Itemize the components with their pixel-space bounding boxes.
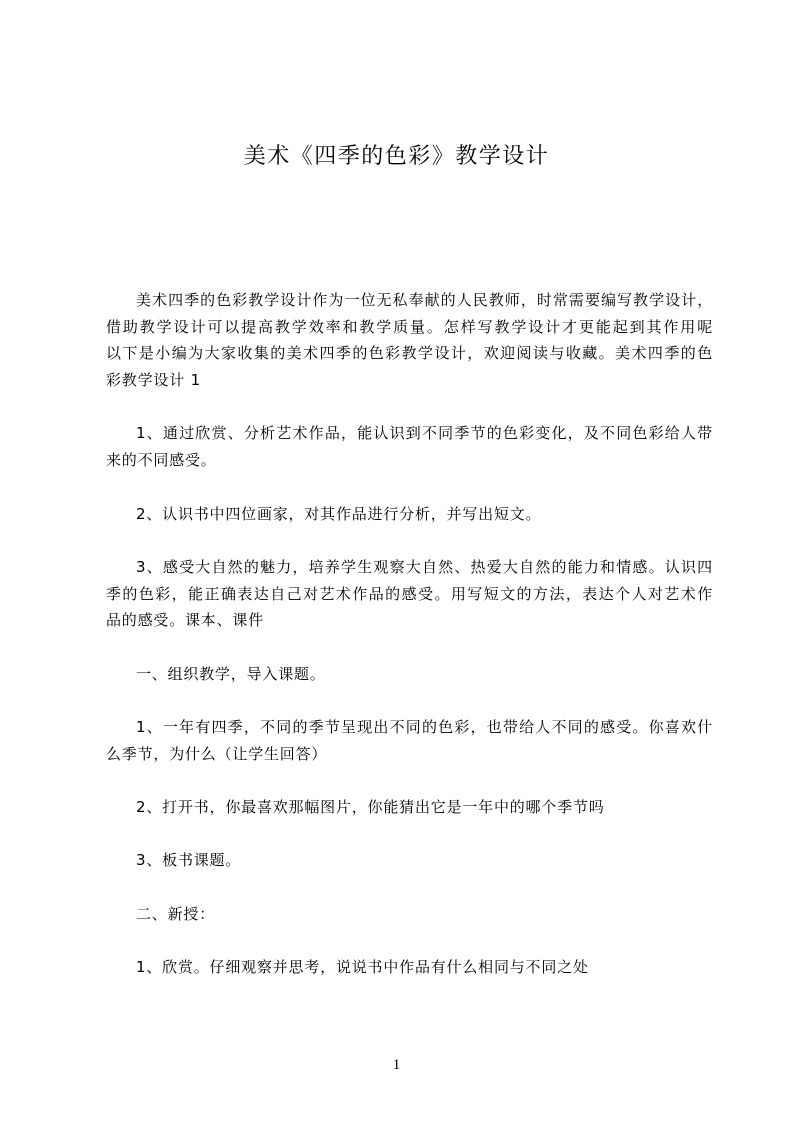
paragraph-line: 彩教学设计 1 xyxy=(106,371,201,390)
paragraph-step-1 xyxy=(106,714,713,767)
paragraph-objective-1 xyxy=(106,420,713,473)
section-heading-1 xyxy=(106,661,713,688)
paragraph-line: 来的不同感受。 xyxy=(106,451,217,470)
paragraph-step-3 xyxy=(106,847,713,874)
section-heading: 二、新授： xyxy=(136,904,216,923)
paragraph-objective-2 xyxy=(106,501,713,528)
page-number: 1 xyxy=(392,1057,401,1073)
paragraph-line: 季的色彩，能正确表达自己对艺术作品的感受。用写短文的方法，表达个人对艺术作 xyxy=(106,584,713,603)
paragraph-line: 1、欣赏。仔细观察并思考，说说书中作品有什么相同与不同之处 xyxy=(136,958,589,977)
document-body xyxy=(106,287,713,1008)
paragraph-appreciation xyxy=(106,954,713,981)
paragraph-line: 2、打开书，你最喜欢那幅图片，你能猜出它是一年中的哪个季节吗 xyxy=(136,798,605,817)
paragraph-line: 么季节，为什么（让学生回答） xyxy=(106,744,328,763)
section-heading: 一、组织教学，导入课题。 xyxy=(136,664,326,683)
paragraph-line: 美术四季的色彩教学设计作为一位无私奉献的人民教师，时常需要编写教学设计， xyxy=(136,291,713,309)
paragraph-step-2 xyxy=(106,794,713,821)
paragraph-line: 3、板书课题。 xyxy=(136,851,242,870)
paragraph-line: 3、感受大自然的魅力，培养学生观察大自然、热爱大自然的能力和情感。认识四 xyxy=(136,557,713,576)
section-heading-2 xyxy=(106,901,713,928)
document-title: 美术《四季的色彩》教学设计 xyxy=(243,144,550,169)
paragraph-line: 借助教学设计可以提高教学效率和教学质量。怎样写教学设计才更能起到其作用呢 xyxy=(106,317,713,336)
paragraph-line: 以下是小编为大家收集的美术四季的色彩教学设计，欢迎阅读与收藏。美术四季的色 xyxy=(106,344,713,363)
paragraph-line: 1、通过欣赏、分析艺术作品，能认识到不同季节的色彩变化，及不同色彩给人带 xyxy=(136,424,713,443)
paragraph-intro xyxy=(106,287,713,394)
paragraph-line: 1、一年有四季，不同的季节呈现出不同的色彩，也带给人不同的感受。你喜欢什 xyxy=(136,718,713,736)
paragraph-objective-3 xyxy=(106,554,713,634)
paragraph-line: 2、认识书中四位画家，对其作品进行分析，并写出短文。 xyxy=(136,504,542,523)
paragraph-line: 品的感受。课本、课件 xyxy=(106,611,265,630)
